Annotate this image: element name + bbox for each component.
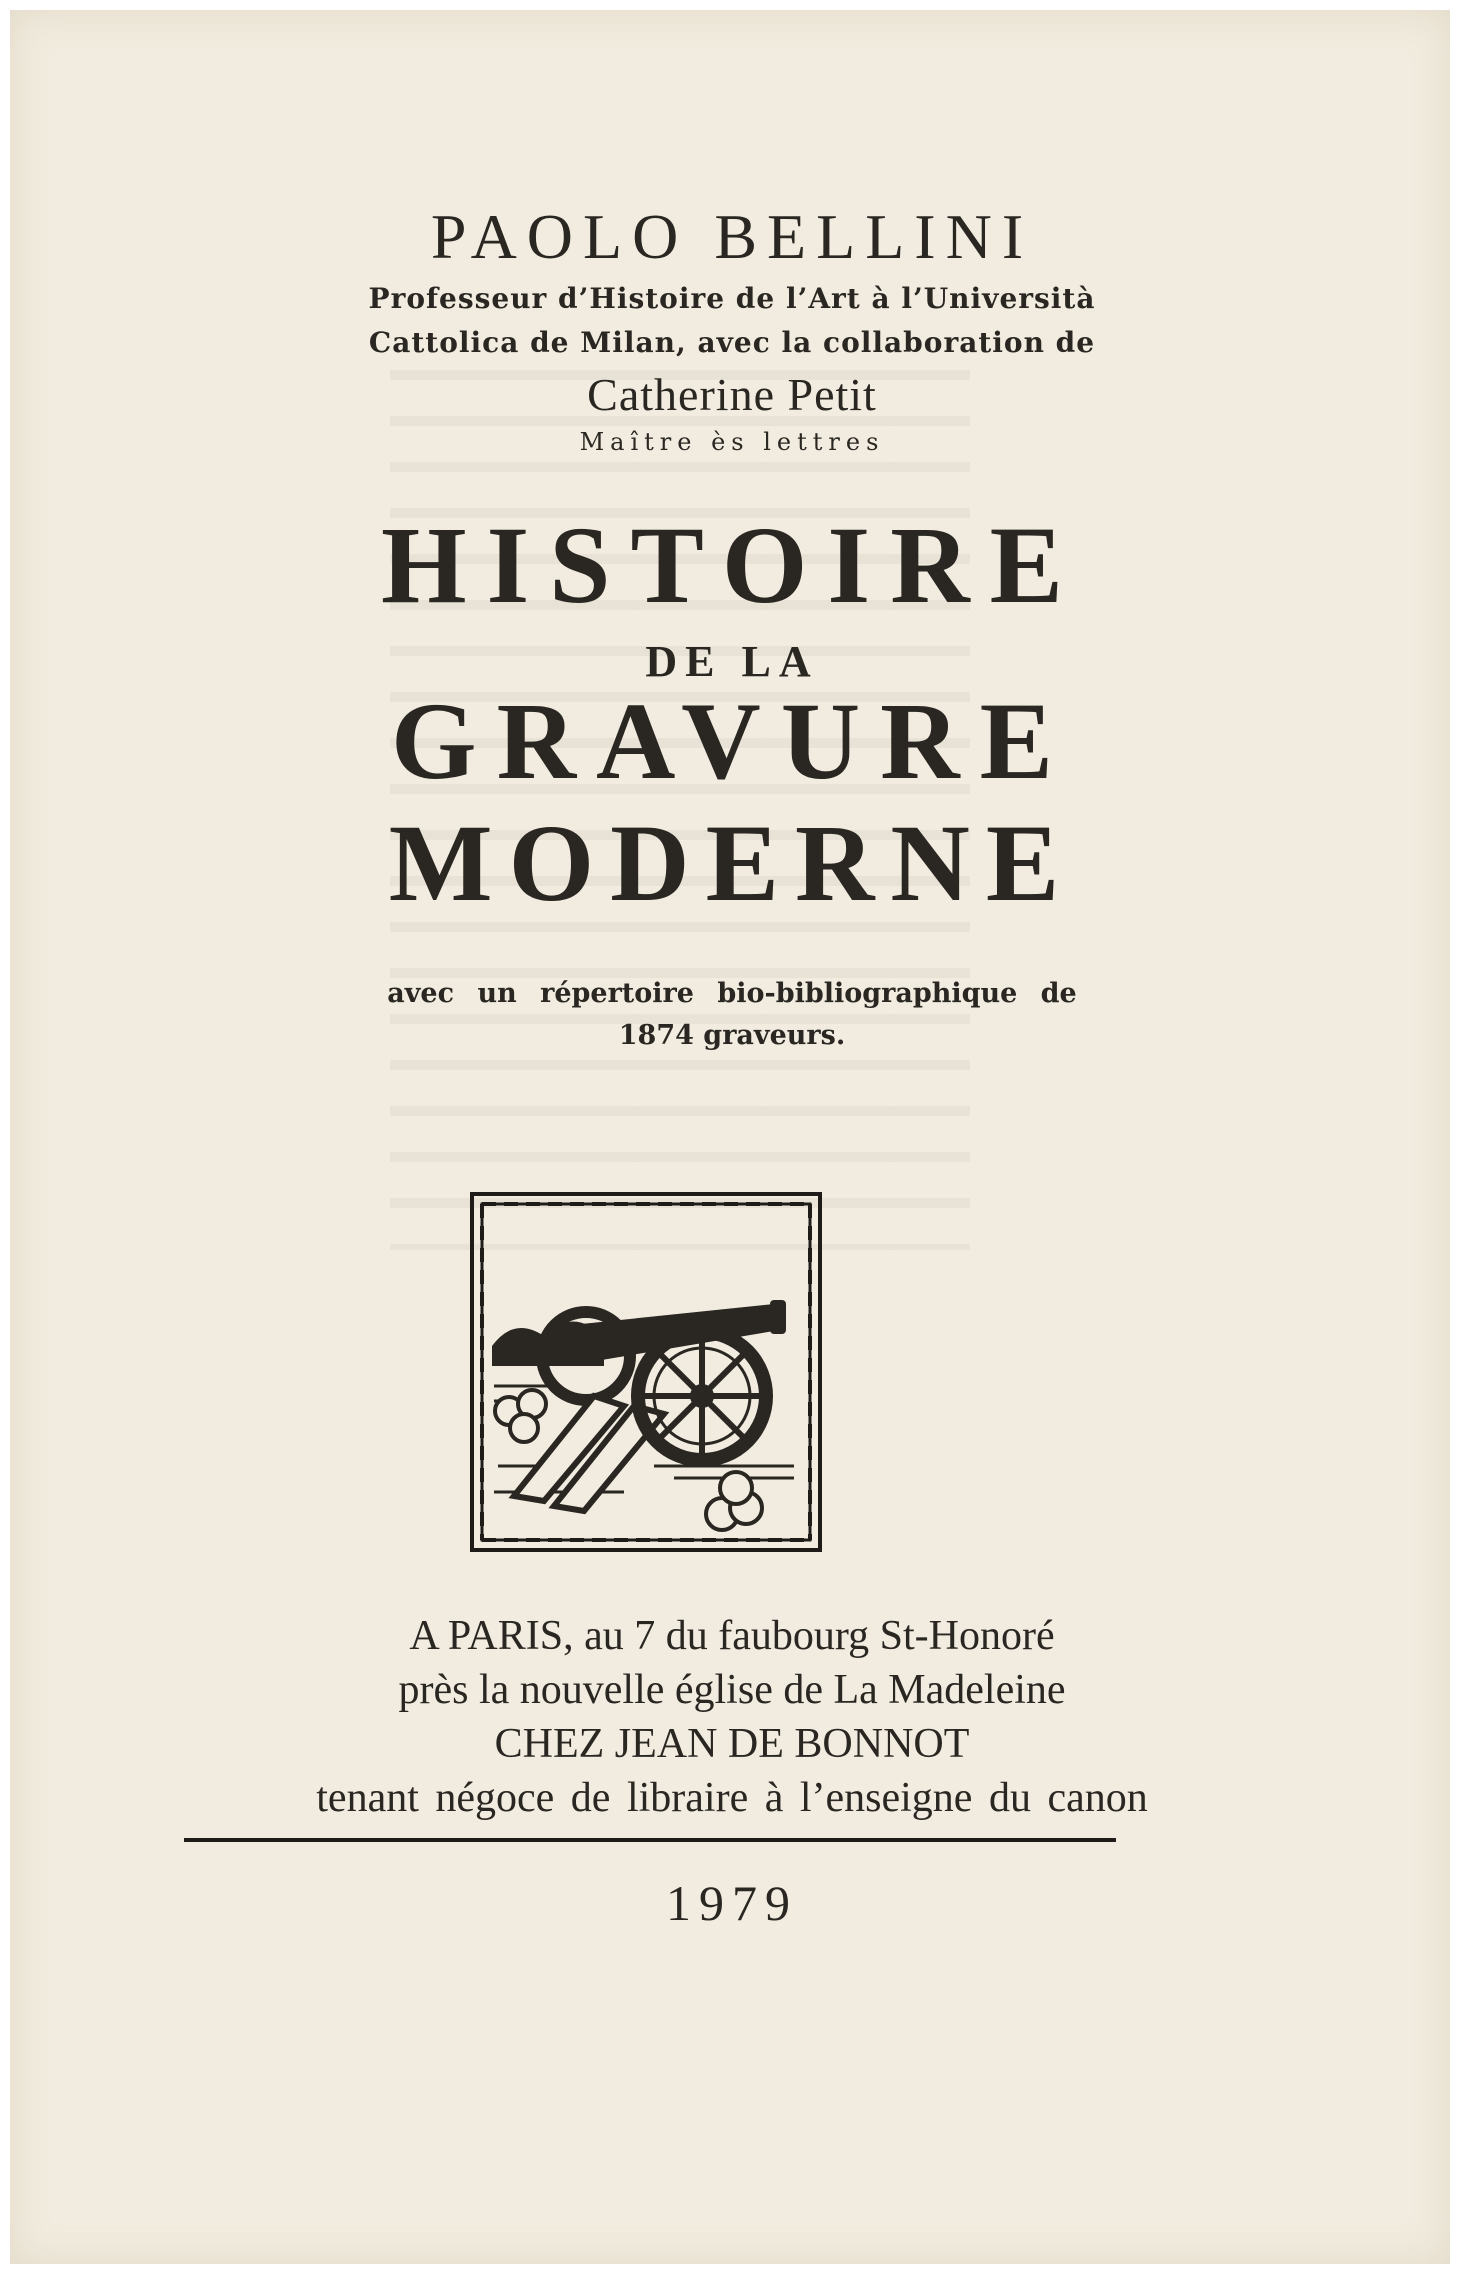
divider-rule xyxy=(184,1838,1116,1842)
author-name: PAOLO BELLINI xyxy=(430,201,1034,272)
publisher-line-2: près la nouvelle église de La Madeleine xyxy=(398,1667,1066,1713)
collaborator-title: Maître ès lettres xyxy=(579,428,885,456)
book-title-line-4: MODERNE xyxy=(388,802,1076,924)
publisher-line-1: A PARIS, au 7 du faubourg St-Honoré xyxy=(409,1613,1055,1659)
author-affiliation-line-2: Cattolica de Milan, avec la collaboration de xyxy=(368,326,1096,359)
book-title-line-1: HISTOIRE xyxy=(380,504,1084,626)
publisher-line-4: tenant négoce de libraire à l’enseigne du canon xyxy=(316,1775,1148,1821)
author-affiliation-line-1: Professeur d’Histoire de l’Art à l’Università xyxy=(368,282,1096,315)
collaborator-name: Catherine Petit xyxy=(587,369,877,420)
cannon-icon xyxy=(474,1196,818,1548)
subtitle-line-1: avec un répertoire bio-bibliographique de xyxy=(387,978,1077,1009)
book-title-line-2: DE LA xyxy=(645,637,819,686)
subtitle-line-2: 1874 graveurs. xyxy=(618,1020,846,1051)
book-title-line-3: GRAVURE xyxy=(391,680,1073,802)
cannon-illustration xyxy=(470,1192,822,1552)
publication-year: 1979 xyxy=(666,1875,798,1931)
publisher-line-3: CHEZ JEAN DE BONNOT xyxy=(494,1721,970,1767)
